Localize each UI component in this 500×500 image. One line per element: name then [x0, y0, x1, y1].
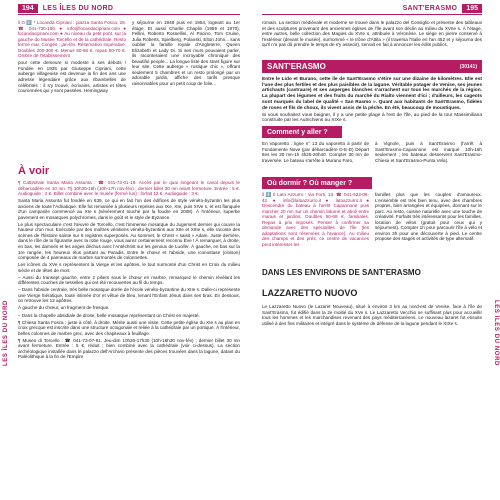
- cipriani-entry: [18, 20, 126, 95]
- left-header-rule: [18, 14, 240, 15]
- santerasmo-intro: [262, 77, 482, 126]
- dormir-manger-title: Où dormir ? Où manger ?: [267, 179, 353, 187]
- cathedrale-para-5: – Dans l'abside centrale, très belle mosaïque dorée de l'école vénéto-byzantine du XIIe s. Dalle-ci représente une Vierge hiératique, toute intimée d'or et vêtue de bleu, tenant l'Enfant Jésus dans ses bras. En dessous, on retrouve les 12 apôtres.: [18, 287, 240, 304]
- lazzaretto-section: [262, 304, 482, 328]
- right-page-title: SANT'ERASMO: [402, 4, 458, 12]
- cathedrale-para-7: – Dans la chapelle absidiale de droite, belle mosaïque représentant un Christ en majesté.: [18, 312, 200, 318]
- avoir-heading: À voir: [18, 165, 50, 177]
- cipriani-info: ǁ Ɑ ℹ️ * Locanda Cipriani : piazza Santa Fosca, 29. ☎ 041-730-150. ● info@locandacipriani.com ● locandacipriani.com ● Au niveau du petit pont, sur la gauche du Musée Torcello et de la cathédrale. Resto fermé mar. Congés : jan-fév. Réservation impérative. Doubles 200-300 €. Menus 50-66 €, repas 50-70 €. Ombre de l'établissement: [18, 20, 126, 59]
- manger-right-text: familles plus que les couples d'amoureux. L'ensemble est très bien tenu, avec des chambres propres, bien arrangées et équipées, donnant sur le parc. Au resto, cuisine naturelle avec une touche de créativité. Forfaits très intéressants pour les familles, location de vélos (gratuit pour ceux qui y séjournent). Compter 1h pour parcourir l'île à vélo et environ 3h pour une découverte à pied. Le centre propose des stages et activités de type alternatif.: [375, 192, 482, 242]
- museo-entry: ¶ Museo di Torcello : ☎ 041-73-07-61. Jeu-dim 10h30-17h30 (10h-16h30 nov-fév) ; dernier billet 30 mn avant fermeture. Entrée : 5 €, réduit ; bien combiné avec la cathédrale (voir ci-dessus). La section archéologique installée dans le palazzo dell'Archivio présente des pièces trouvées dans la lagune, datant du Paléolithique à la fin de l'Empire: [18, 337, 240, 360]
- cipriani-history: y séjourne en 1948 puis en 1954, logeant au 1er étage. Et aussi Charlie Chaplin (1959 et 1970), Fellini, Roberto Rossellini, Al Pacino, Tom Cruise, Julia Roberts, Spielberg, Polanski, Elton John... sans oublier la famille royale d'Angleterre, Queen Elizabeth et Lady Di. Si ses murs pouvaient parler, ils raconteraient une incroyable chronique des beautiful people... La longue liste des stars figure sur leur site. Cette auberge « rustique chic », offrant seulement 5 chambres et un resto prolongé par un adorable jardin, affiche des tarifs presque raisonnables pour un petit coup de folie...: [132, 20, 240, 87]
- side-tab-left: LES ÎLES DU NORD: [3, 300, 9, 366]
- environs-heading: DANS LES ENVIRONS DE SANT'ERASMO: [262, 268, 421, 277]
- dormir-manger-bar: [262, 177, 372, 189]
- comment-y-aller-bar: [262, 126, 342, 138]
- cathedrale-para-3: Les icônes du XVe s représentent la Vierge et les apôtres, le tout surmonté d'un Christ en Croix du milieu siècle et de têtes de mort.: [18, 262, 240, 273]
- santerasmo-intro-text: Entre le Lido et Burano, cette île de Sant'Erasmo s'étire sur une dizaine de kilomètres. Elle est l'une des plus fertiles et des plus paisibles de la lagune. Véritable potager de Venise, ses jeunes artichauts (castraure) et ses asperges blanches s'arrachent sur tous les marchés de la région. La plupart des légumes et des fruits du marché du Rialto viennent d'ici ; d'ailleurs, les cageots sont marqués du label de qualité « San Rasmo ». Quant aux habitants de Sant'Erasmo, fidèles de roses et fils de choux, ils vivent assis de la pêche. En été, beaucoup de moustiques.: [262, 77, 482, 111]
- santerasmo-title-bar: [262, 60, 482, 73]
- side-tab-right: LES ÎLES DU NORD: [493, 300, 499, 366]
- santa-fosca-entry: ¶ Chiesa Santa Fosca : juste à côté, à droite. Mérite aussi une visite. Cette petite église du XIe s au plan en croix grecque est inscrite dans une structure octogonale et reliée à la cathédrale par un portique. À l'intérieur, belles colonnes de marbre grec, avec des chapiteaux à feuillage.: [18, 319, 240, 336]
- manger-left-text: ǁ ℹ️ Il Lato Azzurro : via Forti, 13. ☎ 041-523-06-42. ● info@latoazzurro.it ● latoazzurro.it ● Descendre du bateau à l'arrêt Capannone puis marcher 20 mn sur un chemin bitumé et aboli entre marais et jardins. Doubles 50-68 €, familiales. Repas à prix imposés. Penser à confirmer sa demande avec des spécialités de l'île (les adaptations sont réservées à l'avance). Au milieu des champs et des prés, ce centre de vacances peut intéresser les: [262, 192, 369, 247]
- lazzaretto-heading: LAZZARETTO NUOVO: [262, 288, 358, 298]
- comment-y-aller-title: Comment y aller ?: [267, 128, 328, 136]
- santerasmo-title: SANT'ERASMO: [267, 62, 326, 71]
- cipriani-description: pour cette demeure si modeste à ses débuts ! Fondée en 1935 par Giuseppe Cipriani, cette auberge villageoise est devenue la fin des ans une adresse légendaire grâce aux ribambelles de célébrités : il s'y trouvé, écrivains, artistes et têtes couronnées qui y sont passées. Hemingway: [18, 60, 126, 94]
- cathedrale-info: ¶ Cattedrale Santa Maria Assunta : ☎ 041-73-01-19. Accès par le quai longeant le canal depuis le débarcadère en 10 mn. Tlj 10h30-18h (10h-17h nov-fév) ; dernier billet 30 mn avant fermeture. Entrée : 5 €. Audioguide : 2 €. Billet combiné avec le musée (fermé lun) ; forfait 12 €. Audioguide : 3 €.: [18, 180, 240, 197]
- cathedrale-para-2: Le plus spectaculaire c'est l'œuvre de Torcello, c'est l'immense mosaïque du Jugement dernier qui couvre la hauteur d'un mur. Exécutée par des maîtres vénitiens vénéto-byzantins aux XIIe et XIIIe s, elle raconte des scènes de l'histoire sainte sur 6 registres superposés. Au sommet, le Christ « saisit » Adam. Juste derrière, dans le rôle de la figurante avec la robe rouge, vous aurez certainement reconnu Ève ! À remarquer, à droite, en bas, les damnés et les anges déchus avec l'Antéchrist sur les genoux de Lucifer. À gauche, en bas sur la 1re rangée, les heureux élus partant au Paradis. Entre le chœur et l'abside, une iconostase (cloison) composée de 4 panneaux de marbre surmontés de colonnettes.: [18, 221, 240, 261]
- comment-left-text: En Vaporetto : ligne n° 13 du vaporetto à partir de Fondamente Nove (par débarcadère D-E-D) Départ ttes les 30 mn-1h 4h25-20h40. Compter 30 mn de traversée. Le bateau s'arrête à Murano Faro,: [262, 141, 369, 163]
- manger-left-col: [262, 192, 369, 249]
- lazzaretto-text: Le Lazzaretto Nuovo (le Lazaret Nouveau), situé à environ 3 km au nord-est de Venise, face à l'île de Sant'Erasmo, fut édifié dans la 2e moitié du XVe s. Le Lazzaretto Vecchio ne suffisant plus pour accueillir tous les hommes et les marchandises revenant des pays méditerranéens. Le nouveau lazaret fut ensuite utilisé à des fins militaires et intégré dans le système de défense de la lagune pendant le XIXe s.: [262, 304, 482, 326]
- right-header-rule: [262, 14, 482, 15]
- manger-right-col: [375, 192, 482, 243]
- left-page-number: 194: [18, 4, 38, 13]
- comment-left-col: [262, 141, 369, 165]
- santerasmo-intro-text-2: Si vous souhaitez vous baigner, il y a une petite plage à l'est de l'île, au pied de la tour Massimiliana construite par les Autrichiens au XIXe s.: [262, 112, 482, 124]
- cathedrale-section: [18, 180, 240, 361]
- cipriani-continued: [132, 20, 240, 88]
- santerasmo-postcode: (30141): [459, 63, 477, 70]
- comment-right-col: [375, 141, 482, 165]
- cathedrale-para-1: Santa Maria Assunta fut fondée en 639, ce qui en fait l'un des édifices de style vénéto-byzantin les plus anciens de toute l'Adriatique. Elle fut remaniée à plusieurs reprises aux IXe, XIe, puis XIVe s, et est flanquée d'un campanile commencé au XIe s (sévèrement touché par la foudre en 2008). À l'intérieur, superbe pavement en mosaïques polychromes, dans le goût et le style de Byzance.: [18, 198, 240, 220]
- museo-continued: [262, 20, 482, 49]
- museo-continued-text: romain. La section médiévale et moderne se trouve dans le palazzo del Consiglio et présente des tableaux et des sculptures provenant des anciennes églises de l'île avant son déclin au milieu du XVIIe s. À l'étage, entre autres, belle collection des Magies du XVIe s, attribuée à Véronèse. Le siège en pierre conservé à l'extérieur (devant le musée), surnommé « le trône d'Attila » (il traversa l'Italie en l'an 452 et y séjourna des qu'il n'a pas dû prendre le temps de s'y asseoir), servait en fait à annoncer les édits publics.: [262, 20, 482, 48]
- comment-right-text: à Vignole, puis à Sant'Erasmo (l'arrêt à Sant'Erasmo-Capannone est marqué 10h-16h seulement ; les bateaux desservent Sant'Erasmo-Chiesa et Sant'Erasmo-Punta Vela).: [375, 141, 482, 163]
- cathedrale-para-6: À gauche du chœur, un fragment de fresque.: [18, 305, 110, 311]
- right-page-number: 195: [462, 4, 482, 13]
- cathedrale-para-4: – Aussi du transept gauche, entre 2 piliers sous le chœur en marbre, remarquez le chemin révélant les différentes couches de tesselles qui ont été recouvertes au fil du temps.: [18, 274, 240, 286]
- left-page-title: LES ÎLES DU NORD: [42, 4, 114, 12]
